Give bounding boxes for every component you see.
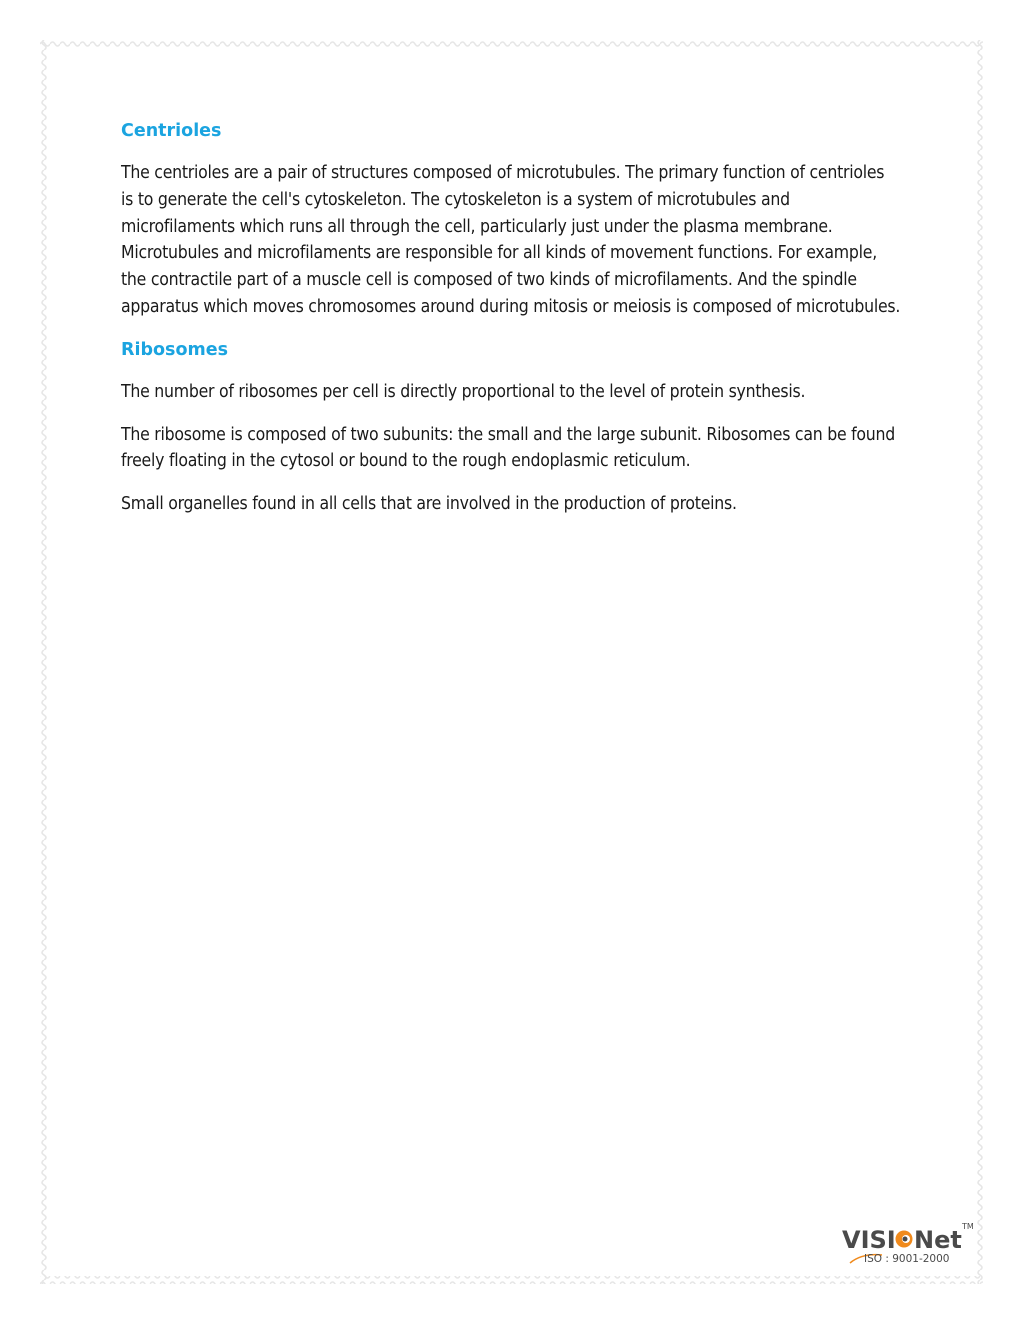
logo-brand-left: VISI [842, 1226, 896, 1254]
trademark-symbol: TM [962, 1222, 974, 1231]
paragraph: The centrioles are a pair of structures composed of microtubules. The primary function of centrioles is to generate the cell's cytoskeleton. The cytoskeleton is a system of microtubules and microfilaments which runs all through the cell, particularly just under the plasma membrane. Microtubules and microfilaments are responsible for all kinds of movement functions. For example, the contractile part of a muscle cell is composed of two kinds of microfilaments. And the spindle apparatus which moves chromosomes around during mitosis or meiosis is composed of microtubules. [121, 163, 901, 317]
iso-certification: ISO : 9001-2000 [864, 1253, 950, 1265]
paragraph: The number of ribosomes per cell is directly proportional to the level of protein synthesis. [121, 381, 806, 402]
section-ribosomes [121, 337, 901, 518]
section-heading: Centrioles [121, 121, 222, 141]
section-centrioles [121, 118, 901, 321]
paragraph: Small organelles found in all cells that are involved in the production of proteins. [121, 494, 737, 515]
document-body [121, 118, 901, 534]
logo-brand-right: Net [914, 1226, 962, 1254]
section-heading: Ribosomes [121, 339, 228, 360]
eye-icon [896, 1231, 913, 1248]
visionet-logo [842, 1217, 978, 1267]
paragraph: The ribosome is composed of two subunits: the small and the large subunit. Ribosomes can be found freely floating in the cytosol or bound to the rough endoplasmic reticulum. [121, 424, 896, 472]
